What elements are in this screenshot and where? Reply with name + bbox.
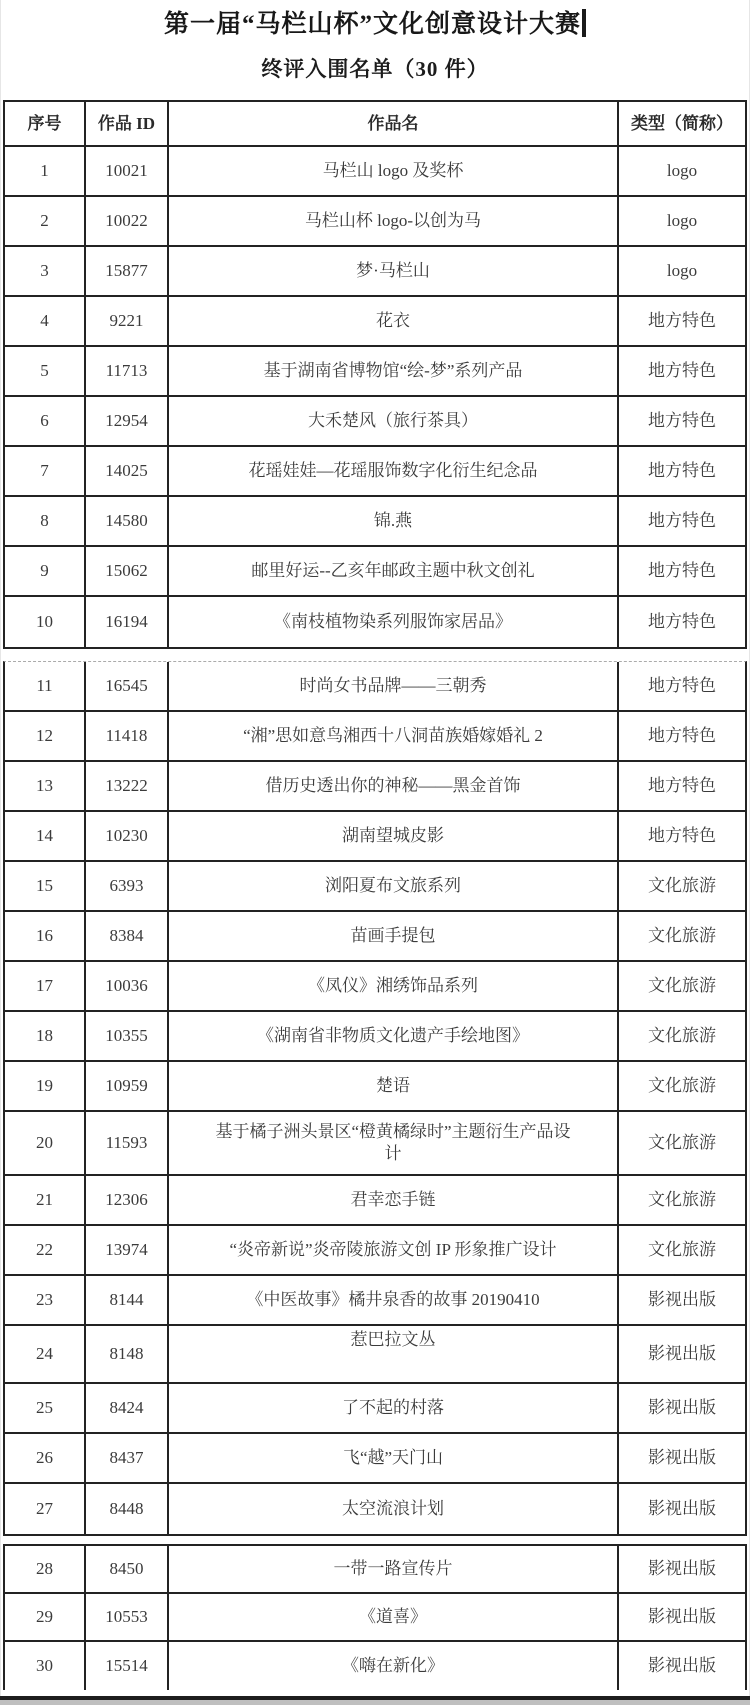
table-row: [5, 297, 745, 347]
cell-type: 文化旅游: [648, 926, 716, 945]
cell-no: 8: [5, 497, 86, 545]
cell-type: logo: [666, 211, 698, 230]
table-row: [5, 497, 745, 547]
cell-name: 惹巴拉文丛: [169, 1326, 619, 1382]
table-row: [5, 1642, 745, 1690]
cell-name: 湖南望城皮影: [169, 812, 619, 860]
cell-id: 15062: [86, 547, 169, 595]
cell-id: 6393: [86, 862, 169, 910]
cell-type: 影视出版: [648, 1499, 716, 1518]
cell-type: 影视出版: [648, 1398, 716, 1417]
cell-no: 30: [5, 1642, 86, 1690]
cell-no: 17: [5, 962, 86, 1010]
header-cell-type: 类型（简称）: [631, 113, 733, 133]
table-section-3: [3, 1544, 747, 1690]
cell-type: 文化旅游: [648, 876, 716, 895]
cell-id: 13974: [86, 1226, 169, 1274]
cell-no: 4: [5, 297, 86, 345]
cell-id: 8384: [86, 912, 169, 960]
table-section-2: [3, 661, 747, 1536]
cell-type: 地方特色: [648, 411, 716, 430]
cell-name: 浏阳夏布文旅系列: [169, 862, 619, 910]
table-row: [5, 1594, 745, 1642]
table-row: [5, 347, 745, 397]
cell-type: 文化旅游: [648, 1076, 716, 1095]
cell-type: 地方特色: [648, 726, 716, 745]
table-row: [5, 447, 745, 497]
cell-type: 影视出版: [648, 1448, 716, 1467]
cell-id: 10355: [86, 1012, 169, 1060]
cell-name: 《凤仪》湘绣饰品系列: [169, 962, 619, 1010]
cell-name: 基于橘子洲头景区“橙黄橘绿时”主题衍生产品设计: [169, 1112, 619, 1174]
cell-no: 27: [5, 1484, 86, 1534]
cell-no: 19: [5, 1062, 86, 1110]
cell-id: 16194: [86, 597, 169, 647]
cell-type: 地方特色: [648, 461, 716, 480]
table-row: [5, 1176, 745, 1226]
cell-type: 地方特色: [648, 361, 716, 380]
cell-type: 影视出版: [648, 1290, 716, 1309]
cell-type: 地方特色: [648, 311, 716, 330]
cell-no: 10: [5, 597, 86, 647]
cell-id: 8148: [86, 1326, 169, 1382]
cell-id: 13222: [86, 762, 169, 810]
cell-type: 地方特色: [648, 676, 716, 695]
cell-type: 地方特色: [648, 612, 716, 631]
cell-name: 君幸恋手链: [169, 1176, 619, 1224]
cell-no: 2: [5, 197, 86, 245]
cell-id: 11593: [86, 1112, 169, 1174]
cell-id: 8424: [86, 1384, 169, 1432]
cell-no: 16: [5, 912, 86, 960]
cell-id: 8450: [86, 1546, 169, 1592]
cell-name: 飞“越”天门山: [169, 1434, 619, 1482]
cell-type: 影视出版: [648, 1607, 716, 1626]
text-cursor: [582, 9, 586, 37]
cell-no: 23: [5, 1276, 86, 1324]
cell-type: 文化旅游: [648, 1026, 716, 1045]
cell-type: 地方特色: [648, 561, 716, 580]
cell-no: 9: [5, 547, 86, 595]
cell-id: 15514: [86, 1642, 169, 1690]
cell-name: 《中医故事》橘井泉香的故事 20190410: [169, 1276, 619, 1324]
cell-name: 花衣: [169, 297, 619, 345]
cell-no: 13: [5, 762, 86, 810]
cell-id: 12954: [86, 397, 169, 445]
table-row: [5, 1112, 745, 1176]
table-row: [5, 1226, 745, 1276]
cell-type: 文化旅游: [648, 1240, 716, 1259]
table-row: [5, 1434, 745, 1484]
cell-type: 地方特色: [648, 776, 716, 795]
table-section-1: [3, 100, 747, 649]
cell-type: 文化旅游: [648, 1133, 716, 1152]
cell-no: 20: [5, 1112, 86, 1174]
cell-name: 《南枝植物染系列服饰家居品》: [169, 597, 619, 647]
table-row: [5, 1012, 745, 1062]
cell-name: 《嗨在新化》: [169, 1642, 619, 1690]
cell-name: 花瑶娃娃—花瑶服饰数字化衍生纪念品: [169, 447, 619, 495]
cell-id: 10036: [86, 962, 169, 1010]
cell-id: 11713: [86, 347, 169, 395]
table-row: [5, 247, 745, 297]
cell-id: 10553: [86, 1594, 169, 1640]
cell-name: 邮里好运--乙亥年邮政主题中秋文创礼: [169, 547, 619, 595]
cell-type: 地方特色: [648, 511, 716, 530]
cell-type: 影视出版: [648, 1559, 716, 1578]
cell-id: 8144: [86, 1276, 169, 1324]
table-row: [5, 662, 745, 712]
cell-no: 18: [5, 1012, 86, 1060]
cell-type: logo: [666, 161, 698, 180]
cell-no: 22: [5, 1226, 86, 1274]
cell-name: 了不起的村落: [169, 1384, 619, 1432]
cell-name: 一带一路宣传片: [169, 1546, 619, 1592]
cell-id: 10022: [86, 197, 169, 245]
cell-id: 8448: [86, 1484, 169, 1534]
cell-no: 12: [5, 712, 86, 760]
cell-type: 文化旅游: [648, 1190, 716, 1209]
table-row: [5, 147, 745, 197]
table-row: [5, 397, 745, 447]
cell-id: 15877: [86, 247, 169, 295]
cell-no: 24: [5, 1326, 86, 1382]
cell-id: 10021: [86, 147, 169, 195]
table-row: [5, 1062, 745, 1112]
table-row: [5, 1484, 745, 1534]
cell-no: 7: [5, 447, 86, 495]
cell-name: 苗画手提包: [169, 912, 619, 960]
cell-name: 借历史透出你的神秘——黑金首饰: [169, 762, 619, 810]
table-row: [5, 862, 745, 912]
table-row: [5, 1326, 745, 1384]
cell-id: 11418: [86, 712, 169, 760]
table-row: [5, 812, 745, 862]
cell-name: 太空流浪计划: [169, 1484, 619, 1534]
header-cell-id: 作品 ID: [86, 102, 169, 145]
page-title-text: 第一届“马栏山杯”文化创意设计大赛: [163, 11, 581, 38]
cell-no: 25: [5, 1384, 86, 1432]
cell-name: “炎帝新说”炎帝陵旅游文创 IP 形象推广设计: [169, 1226, 619, 1274]
cell-no: 14: [5, 812, 86, 860]
table-row: [5, 762, 745, 812]
cell-no: 15: [5, 862, 86, 910]
table-header-row: [5, 102, 745, 147]
cell-no: 6: [5, 397, 86, 445]
cell-name: 马栏山 logo 及奖杯: [169, 147, 619, 195]
cell-name: 梦·马栏山: [169, 247, 619, 295]
cell-type: 影视出版: [648, 1344, 716, 1363]
cell-type: 影视出版: [648, 1656, 716, 1675]
cell-no: 11: [5, 662, 86, 710]
cell-id: 14025: [86, 447, 169, 495]
cell-id: 12306: [86, 1176, 169, 1224]
cell-no: 28: [5, 1546, 86, 1592]
table-row: [5, 912, 745, 962]
cell-id: 10959: [86, 1062, 169, 1110]
cell-id: 9221: [86, 297, 169, 345]
cell-id: 16545: [86, 662, 169, 710]
cell-name: 时尚女书品牌——三朝秀: [169, 662, 619, 710]
cell-name: 基于湖南省博物馆“绘-梦”系列产品: [169, 347, 619, 395]
cell-id: 8437: [86, 1434, 169, 1482]
cell-name: 锦.燕: [169, 497, 619, 545]
cell-name: 《道喜》: [169, 1594, 619, 1640]
table-row: [5, 1276, 745, 1326]
cell-type: logo: [666, 261, 698, 280]
cell-no: 29: [5, 1594, 86, 1640]
table-row: [5, 197, 745, 247]
table-row: [5, 547, 745, 597]
cell-name: 楚语: [169, 1062, 619, 1110]
header-cell-name: 作品名: [169, 102, 619, 145]
header-cell-no: 序号: [5, 102, 86, 145]
cell-name: 大禾楚风（旅行茶具）: [169, 397, 619, 445]
cell-no: 1: [5, 147, 86, 195]
table-row: [5, 597, 745, 647]
cell-name: “湘”思如意鸟湘西十八洞苗族婚嫁婚礼 2: [169, 712, 619, 760]
table-row: [5, 712, 745, 762]
cell-no: 26: [5, 1434, 86, 1482]
table-row: [5, 1384, 745, 1434]
cell-no: 3: [5, 247, 86, 295]
cell-type: 文化旅游: [648, 976, 716, 995]
cell-name: 《湖南省非物质文化遗产手绘地图》: [169, 1012, 619, 1060]
table-row: [5, 962, 745, 1012]
table-row: [5, 1546, 745, 1594]
page-title[interactable]: [1, 0, 749, 42]
cell-no: 5: [5, 347, 86, 395]
cell-name: 马栏山杯 logo-以创为马: [169, 197, 619, 245]
page-subtitle: 终评入围名单（30 件）: [261, 57, 489, 81]
cell-id: 10230: [86, 812, 169, 860]
cell-type: 地方特色: [648, 826, 716, 845]
cell-id: 14580: [86, 497, 169, 545]
cell-no: 21: [5, 1176, 86, 1224]
